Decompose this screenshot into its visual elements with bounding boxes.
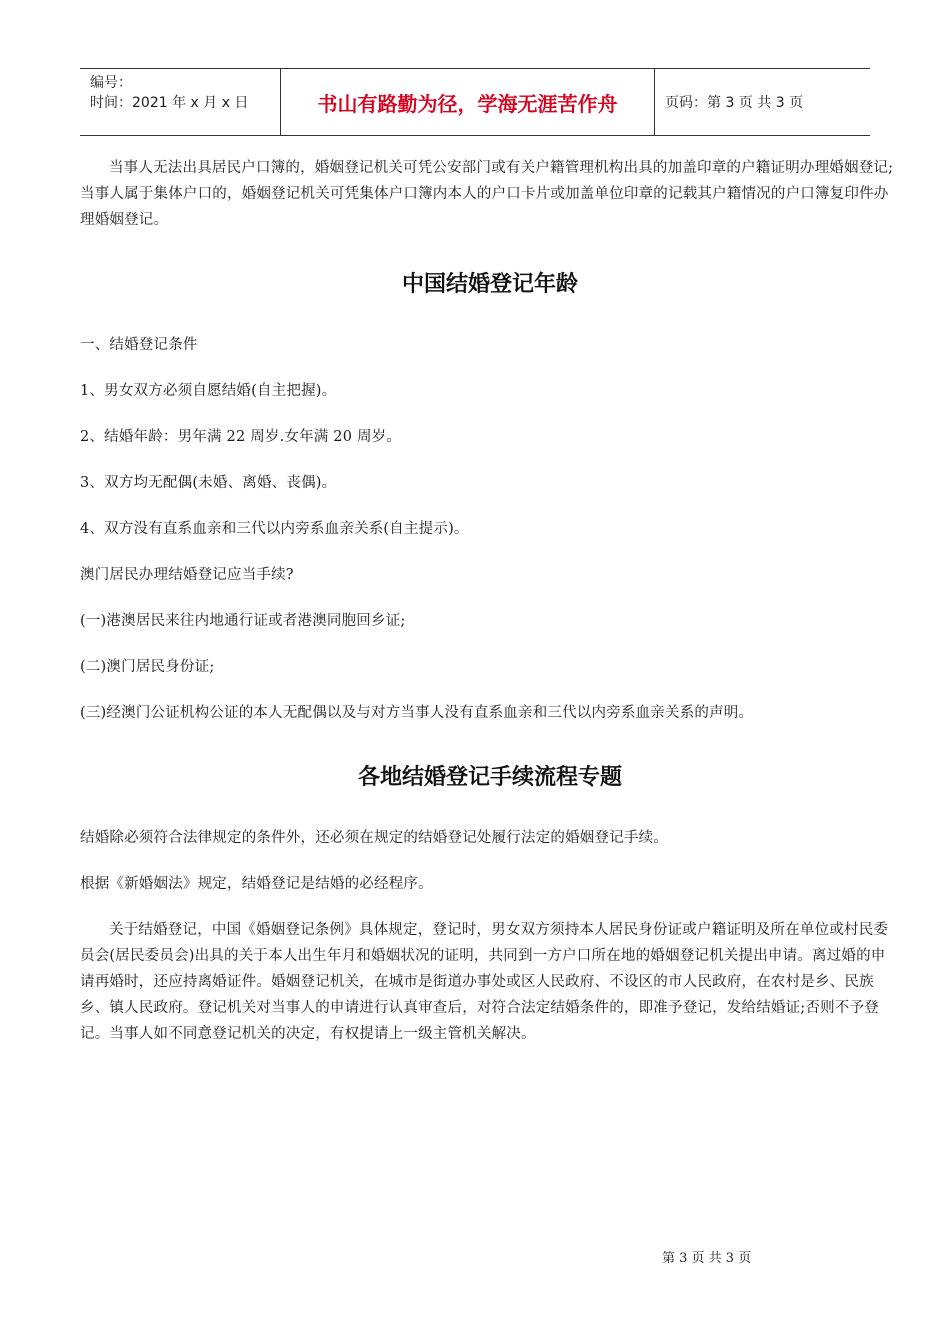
section-title-registration-process: 各地结婚登记手续流程专题: [357, 765, 622, 790]
section-title-marriage-age: 中国结婚登记年龄: [401, 272, 578, 297]
paragraph: 根据《新婚姻法》规定，结婚登记是结婚的必经程序。: [80, 876, 433, 892]
header-motto: 书山有路勤为径，学海无涯苦作舟: [281, 69, 655, 135]
header-meta: [80, 69, 281, 135]
list-item: 一、结婚登记条件: [80, 337, 198, 353]
list-item: 2、结婚年龄：男年满 22 周岁.女年满 20 周岁。: [80, 429, 402, 445]
page-footer: 第 3 页 共 3 页: [662, 1251, 752, 1266]
list-item: 澳门居民办理结婚登记应当手续?: [80, 567, 294, 583]
list-item: (二)澳门居民身份证;: [80, 659, 215, 675]
list-item: 4、双方没有直系血亲和三代以内旁系血亲关系(自主提示)。: [80, 521, 469, 537]
intro-paragraph: 当事人无法出具居民户口簿的，婚姻登记机关可凭公安部门或有关户籍管理机构出具的加盖印章的户籍证明办理婚姻登记;当事人属于集体户口的，婚姻登记机关可凭集体户口簿内本人的户口卡片或加盖单位印章的记载其户籍情况的户口簿复印件办理婚姻登记。: [80, 160, 894, 228]
document-body: [80, 155, 900, 1047]
paragraph: 关于结婚登记，中国《婚姻登记条例》具体规定，登记时，男女双方须持本人居民身份证或户籍证明及所在单位或村民委员会(居民委员会)出具的关于本人出生年月和婚姻状况的证明，共同到一方户口所在地的婚姻登记机关提出申请。离过婚的申请再婚时，还应持离婚证件。婚姻登记机关，在城市是街道办事处或区人民政府、不设区的市人民政府，在农村是乡、民族乡、镇人民政府。登记机关对当事人的申请进行认真审查后，对符合法定结婚条件的，即准予登记，发给结婚证;否则不予登记。当事人如不同意登记机关的决定，有权提请上一级主管机关解决。: [80, 922, 889, 1042]
doc-time-label: 时间：2021 年 x 月 x 日: [90, 95, 249, 111]
page-header: [80, 68, 870, 136]
list-item: (一)港澳居民来往内地通行证或者港澳同胞回乡证;: [80, 613, 406, 629]
list-item: (三)经澳门公证机构公证的本人无配偶以及与对方当事人没有直系血亲和三代以内旁系血亲关系的声明。: [80, 705, 754, 721]
paragraph: 结婚除必须符合法律规定的条件外，还必须在规定的结婚登记处履行法定的婚姻登记手续。: [80, 830, 668, 846]
list-item: 1、男女双方必须自愿结婚(自主把握)。: [80, 383, 337, 399]
doc-number-label: 编号：: [90, 75, 132, 91]
header-page-number: 页码：第 3 页 共 3 页: [665, 95, 804, 111]
list-item: 3、双方均无配偶(未婚、离婚、丧偶)。: [80, 475, 337, 491]
